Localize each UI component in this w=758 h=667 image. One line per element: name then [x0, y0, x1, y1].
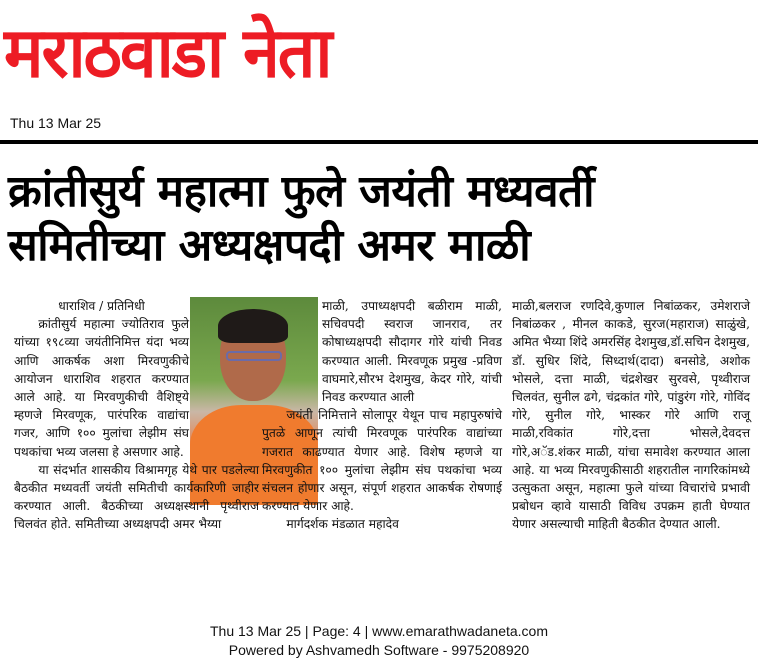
footer-page-info: Thu 13 Mar 25 | Page: 4 | www.emarathwadaneta.com — [209, 623, 548, 639]
newspaper-title: मराठवाडा नेता — [4, 12, 331, 94]
paragraph: या संदर्भात शासकीय विश्रामगृह येथे पार पडलेल्या बैठकीत मध्यवर्ती जयंती समितीची कार्यकारिणी जाहीर करण्यात आली. बैठकीच्या अध्यक्षस्थानी पृथ्वीराज चिलवंत होते. समितीच्या अध्यक्षपदी अमर भैय्या — [14, 462, 259, 532]
header-divider — [0, 140, 758, 144]
paragraph: मार्गदर्शक मंडळात महादेव — [286, 517, 399, 532]
masthead-logo — [4, 0, 331, 100]
article-column-3 — [512, 297, 750, 534]
edition-date: Thu 13 Mar 25 — [10, 115, 102, 131]
paragraph: क्रांतीसुर्य महात्मा ज्योतिराव फुले यांच्या १९८व्या जयंतीनिमित्त यंदा भव्य आणि आकर्षक अशा मिरवणुकीचे आयोजन धाराशिव शहरात करण्यात आले आहे. या मिरवणुकीची वैशिष्ट्ये म्हणजे मिरवणूक, पारंपरिक वाद्यांचा गजर, आणि १०० मुलांचा लेझीम संघ पथकांचा भव्य जलसा हे असणार आहे. — [14, 317, 189, 459]
paragraph: जयंती निमित्ताने सोलापूर येथून पाच महापुरुषांचे पुतळे आणून त्यांची मिरवणूक पारंपरिक वाद्यांच्या गजरात काढण्यात येणार आहे. विशेष म्हणजे या मिरवणुकीत १०० मुलांचा लेझीम संघ पथकांचा भव्य संचलन होणार असून, संपूर्ण शहरात आकर्षक रोषणाई करण्यात येणार आहे. — [262, 408, 502, 514]
paragraph: माळी,बलराज रणदिवे,कुणाल निबांळकर, उमेशराजे निबांळकर , मीनल काकडे, सुरज(महाराज) साळुंखे, अमित भैय्या शिंदे अमरसिंह देशमुख,डॉ.सचिन देशमुख, डॉ. सुधिर शिंदे, सिध्दार्थ(दादा) बनसोडे, अशोक भोसले, दत्ता माळी, चंद्रशेखर सुरवसे, पृथ्वीराज चिलवंत, सुनील ढगे, चंद्रकांत गोरे, पांडुरंग गोरे, गोविंद गोरे, सुनील गोरे, भास्कर गोरे आणि राजू माळी,रविकांत गोरे,दत्ता भोसले,देवदत्त गोरे,अॅड.शंकर माळी, यांचा समावेश करण्यात आला आहे. या भव्य मिरवणुकीसाठी शहरातील नागरिकांमध्ये उत्सुकता असून, महात्मा फुले यांच्या विचारांचे प्रभावी प्रबोधन व्हावे यासाठी विविध उपक्रम हाती घेण्यात येणार असल्याची माहिती बैठकीत देण्यात आली. — [512, 299, 750, 532]
article-headline: क्रांतीसुर्य महात्मा फुले जयंती मध्यवर्ती समितीच्या अध्यक्षपदी अमर माळी — [8, 166, 595, 271]
paragraph: माळी, उपाध्यक्षपदी बळीराम माळी, सचिवपदी स्वराज जानराव, तर कोषाध्यक्षपदी सौदागर गोरे यांची निवड करण्यात आली. मिरवणूक प्रमुख -प्रविण वाघमारे,सौरभ देशमुख, केदर गोरे, यांची निवड करण्यात आली — [322, 299, 502, 405]
article-column-1 — [14, 297, 259, 534]
article-column-2 — [262, 297, 502, 534]
footer-credit: Powered by Ashvamedh Software - 9975208920 — [228, 642, 530, 658]
page-footer — [0, 622, 758, 660]
dateline: धाराशिव / प्रतिनिधी — [58, 299, 145, 313]
